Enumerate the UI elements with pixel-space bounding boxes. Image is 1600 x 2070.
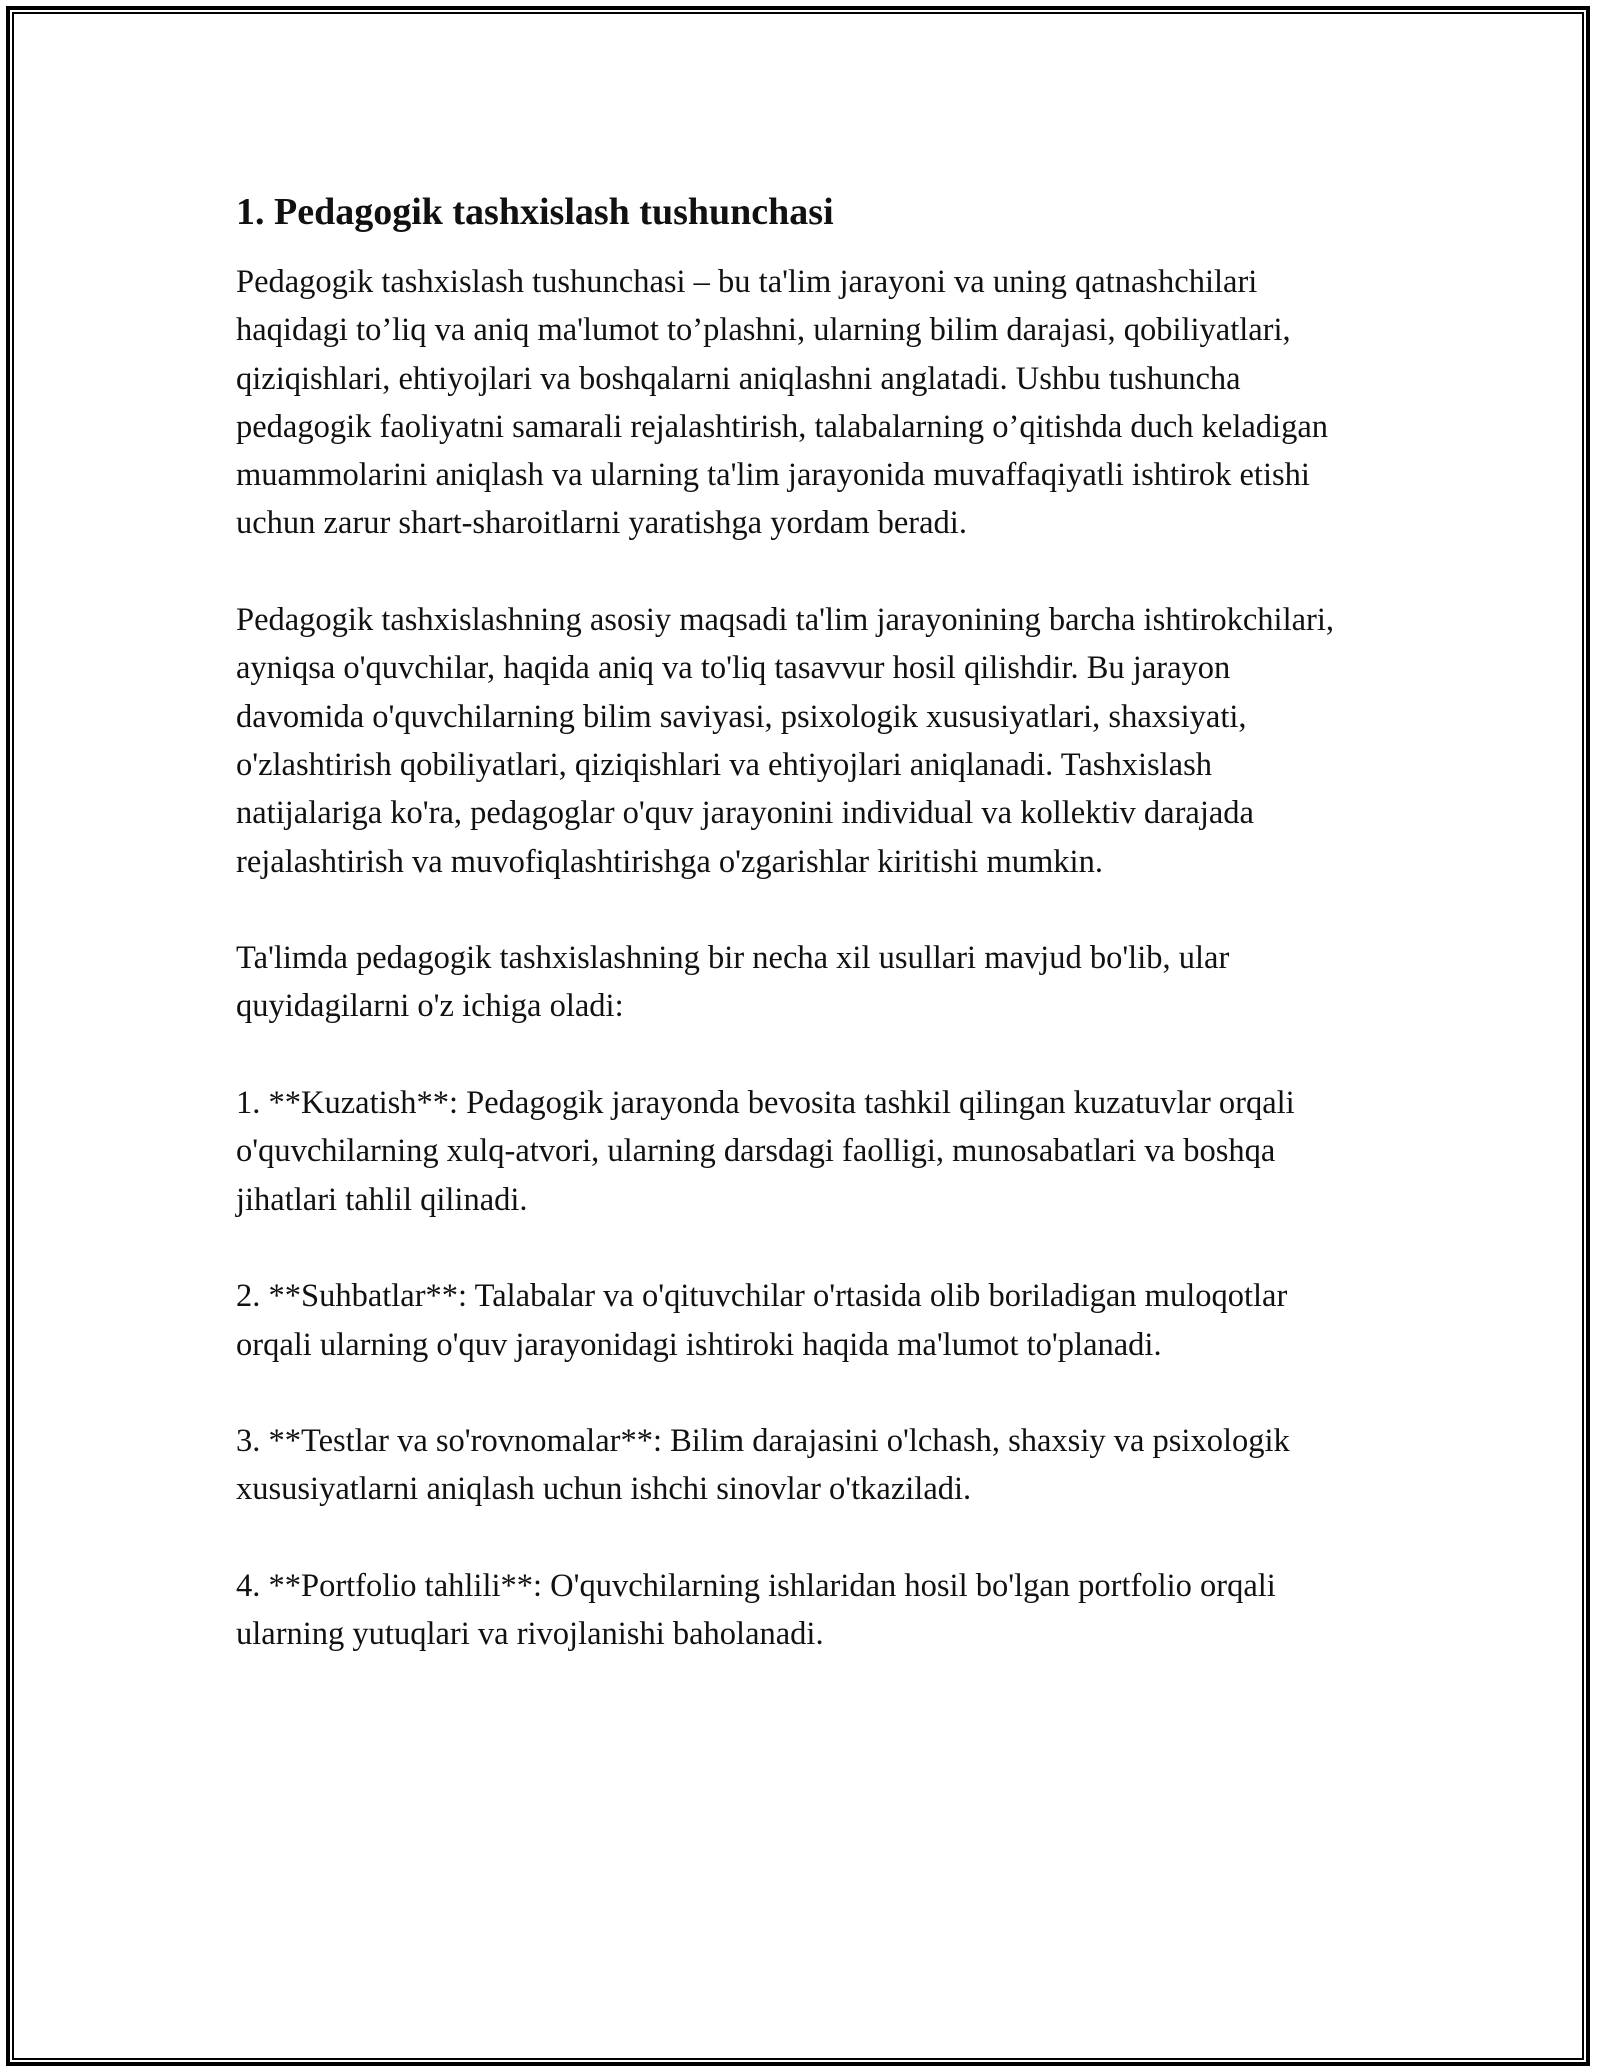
section-heading: 1. Pedagogik tashxislash tushunchasi (236, 191, 834, 233)
paragraph-definition: Pedagogik tashxislash tushunchasi – bu ta'lim jarayoni va uning qatnashchilari haqidagi to’liq va aniq ma'lumot to’plashni, ularning bilim darajasi, qobiliyatlari, qiziqishlari, ehtiyojlari va boshqalarni aniqlashni anglatadi. Ushbu tushuncha pedagogik faoliyatni samarali rejalashtirish, talabalarning o’qitishda duch keladigan muammolarini aniqlash va ularning ta'lim jarayonida muvaffaqiyatli ishtirok etishi uchun zarur shart-sharoitlarni yaratishga yordam beradi. (236, 264, 1329, 542)
list-item-observation: 1. **Kuzatish**: Pedagogik jarayonda bevosita tashkil qilingan kuzatuvlar orqali o'quvchilarning xulq-atvori, ularning darsdagi faolligi, munosabatlari va boshqa jihatlari tahlil qilinadi. (236, 1085, 1295, 1218)
list-item-portfolio: 4. **Portfolio tahlili**: O'quvchilarning ishlaridan hosil bo'lgan portfolio orqali ularning yutuqlari va rivojlanishi baholanadi. (236, 1568, 1276, 1653)
paragraph-purpose: Pedagogik tashxislashning asosiy maqsadi ta'lim jarayonining barcha ishtirokchilari, ayniqsa o'quvchilar, haqida aniq va to'liq tasavvur hosil qilishdir. Bu jarayon davomida o'quvchilarning bilim saviyasi, psixologik xususiyatlari, shaxsiyati, o'zlashtirish qobiliyatlari, qiziqishlari va ehtiyojlari aniqlanadi. Tashxislash natijalariga ko'ra, pedagoglar o'quv jarayonini individual va kollektiv darajada rejalashtirish va muvofiqlashtirishga o'zgarishlar kiritishi mumkin. (236, 602, 1335, 880)
list-item-interviews: 2. **Suhbatlar**: Talabalar va o'qituvchilar o'rtasida olib boriladigan muloqotlar orqali ularning o'quv jarayonidagi ishtiroki haqida ma'lumot to'planadi. (236, 1278, 1288, 1363)
list-item-tests: 3. **Testlar va so'rovnomalar**: Bilim darajasini o'lchash, shaxsiy va psixologik xususiyatlarni aniqlash uchun ishchi sinovlar o'tkaziladi. (236, 1423, 1290, 1508)
document-body (236, 188, 1366, 1659)
paragraph-methods-intro: Ta'limda pedagogik tashxislashning bir necha xil usullari mavjud bo'lib, ular quyidagilarni o'z ichiga oladi: (236, 940, 1230, 1025)
